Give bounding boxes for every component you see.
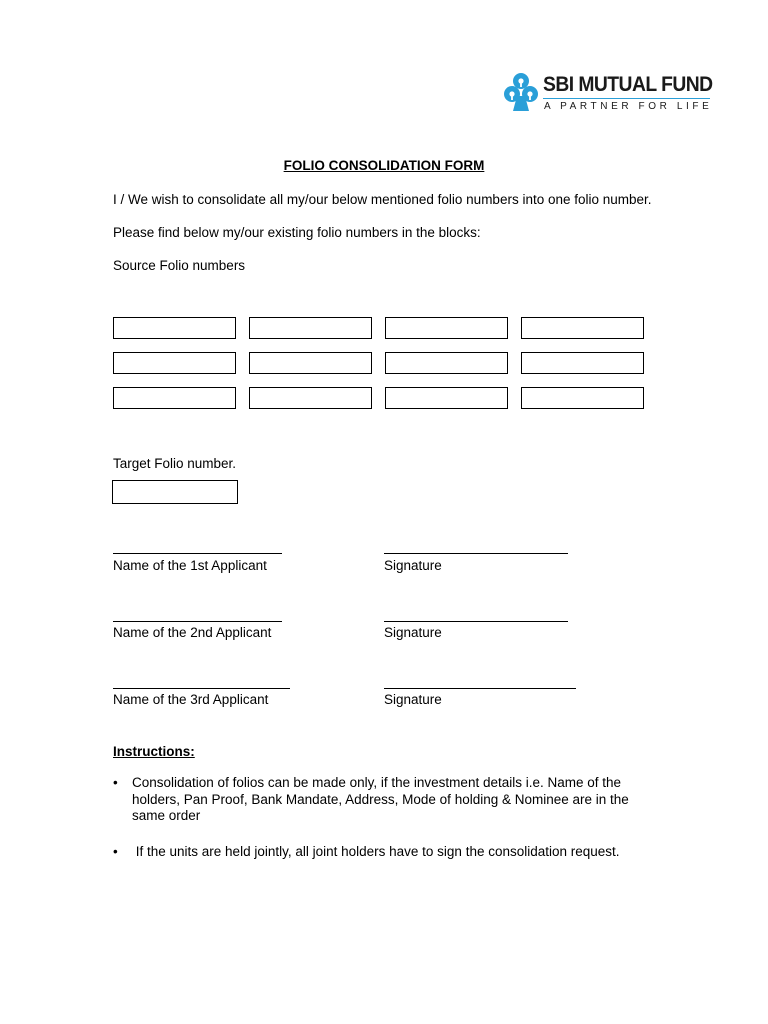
source-folio-box[interactable] xyxy=(521,387,644,409)
source-folio-box[interactable] xyxy=(249,352,372,374)
source-folio-box[interactable] xyxy=(249,387,372,409)
source-folio-label: Source Folio numbers xyxy=(113,258,246,273)
instruction-text-line: holders, Pan Proof, Bank Mandate, Address, Mode of holding & Nominee are in the xyxy=(132,792,629,807)
target-folio-label: Target Folio number. xyxy=(113,456,237,471)
instruction-item xyxy=(113,775,673,825)
source-folio-box[interactable] xyxy=(113,352,236,374)
applicant-1-name-label: Name of the 1st Applicant xyxy=(113,558,267,573)
applicant-1-name-line[interactable] xyxy=(113,553,282,554)
source-folio-box[interactable] xyxy=(521,317,644,339)
bullet-icon: • xyxy=(113,844,118,859)
brand-logo xyxy=(503,72,713,116)
source-folio-box[interactable] xyxy=(385,317,508,339)
source-folio-box[interactable] xyxy=(113,387,236,409)
applicant-1-signature-label: Signature xyxy=(384,558,442,573)
intro-line-1: I / We wish to consolidate all my/our below mentioned folio numbers into one folio number. xyxy=(113,192,652,207)
source-folio-box[interactable] xyxy=(521,352,644,374)
source-folio-box[interactable] xyxy=(385,387,508,409)
source-folio-box[interactable] xyxy=(249,317,372,339)
instruction-text-line: If the units are held jointly, all joint holders have to sign the consolidation request. xyxy=(132,844,620,859)
applicant-2-name-line[interactable] xyxy=(113,621,282,622)
source-folio-box[interactable] xyxy=(113,317,236,339)
bullet-icon: • xyxy=(113,775,118,790)
sbi-keyhole-logo-icon xyxy=(503,72,539,112)
form-title-text: FOLIO CONSOLIDATION FORM xyxy=(283,158,485,173)
applicant-2-signature-label: Signature xyxy=(384,625,442,640)
applicant-1-signature-line[interactable] xyxy=(384,553,568,554)
applicant-3-name-label: Name of the 3rd Applicant xyxy=(113,692,269,707)
target-folio-box[interactable] xyxy=(112,480,238,504)
applicant-3-signature-label: Signature xyxy=(384,692,442,707)
brand-tagline: A PARTNER FOR LIFE xyxy=(544,101,713,112)
brand-name: SBI MUTUAL FUND xyxy=(543,73,713,96)
brand-divider xyxy=(543,98,710,99)
instruction-text-line: same order xyxy=(132,808,201,823)
applicant-3-signature-line[interactable] xyxy=(384,688,576,689)
intro-line-2: Please find below my/our existing folio numbers in the blocks: xyxy=(113,225,481,240)
instruction-item xyxy=(113,844,673,862)
instructions-title: Instructions: xyxy=(113,744,195,759)
form-title xyxy=(0,158,768,174)
applicant-3-name-line[interactable] xyxy=(113,688,290,689)
source-folio-box[interactable] xyxy=(385,352,508,374)
applicant-2-name-label: Name of the 2nd Applicant xyxy=(113,625,272,640)
applicant-2-signature-line[interactable] xyxy=(384,621,568,622)
instruction-text-line: Consolidation of folios can be made only, if the investment details i.e. Name of the xyxy=(132,775,622,790)
